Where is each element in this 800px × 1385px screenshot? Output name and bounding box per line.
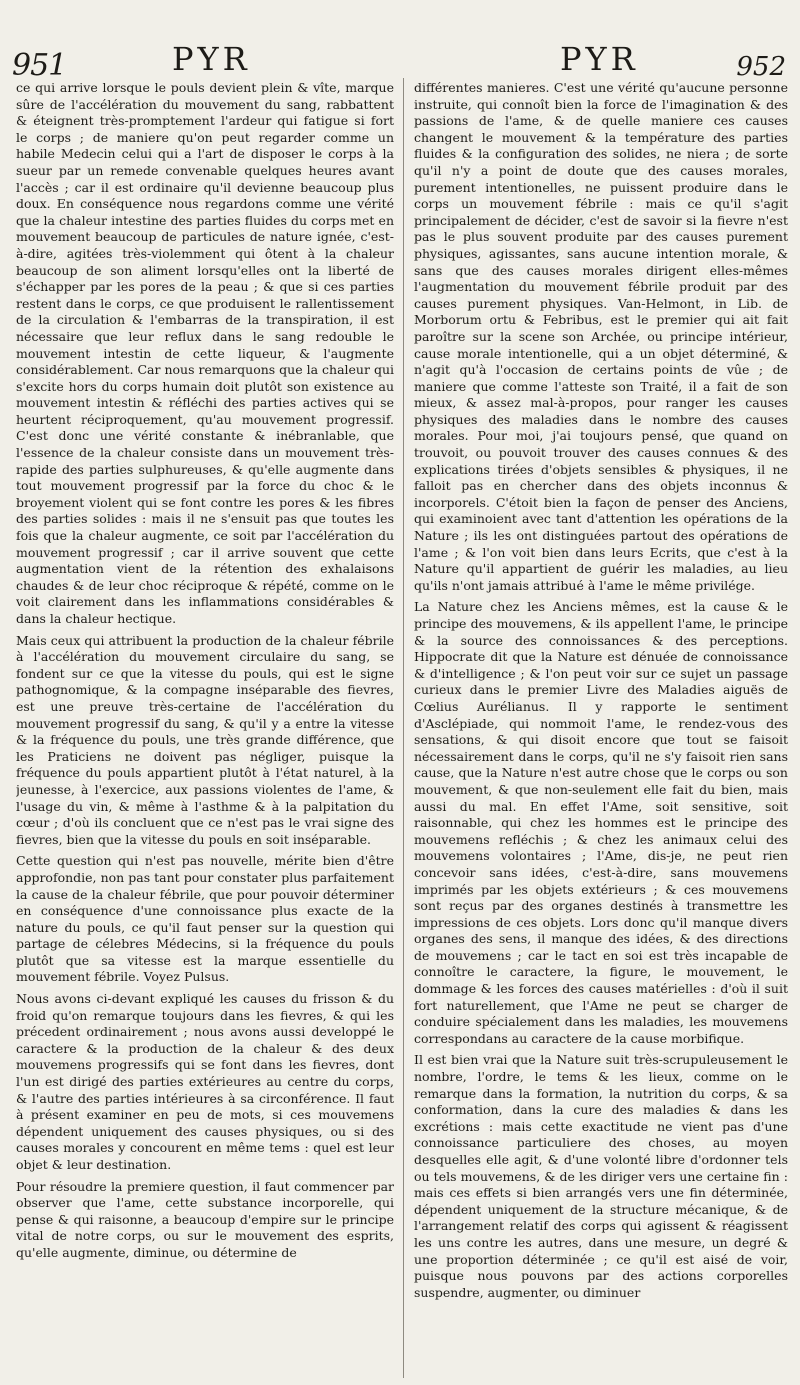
running-head-right: PYR <box>560 40 639 78</box>
paragraph: Mais ceux qui attribuent la production de la chaleur fébrile à l'accélération du mouvement circulaire du sang, se fondent sur ce que la vitesse du pouls, qui est le signe pathognomique, & la compagne inséparable des fievres, est une preuve très-certaine de l'accélération du mouvement progressif du sang, & qu'il y a entre la vitesse & la fréquence du pouls, une très grande différence, que les Praticiens ne doivent pas négliger, puisque la fréquence du pouls appartient plutôt à l'état naturel, à la jeunesse, à l'exercice, aux passions violentes de l'ame, & l'usage du vin, & même à l'asthme & à la palpitation du cœur ; d'où ils concluent que ce n'est pas le vrai signe des fievres, bien que la vitesse du pouls en soit inséparable. <box>16 632 394 847</box>
paragraph: La Nature chez les Anciens mêmes, est la cause & le principe des mouvemens, & ils appellent l'ame, le principe & la source des connoissances & des perceptions. Hippocrate dit que la Nature est dénuée de connoissance & d'intelligence ; & l'on peut voir sur ce sujet un passage curieux dans le premier Livre des Maladies aiguës de Cœlius Aurélianus. Il y rapporte le sentiment d'Asclépiade, qui nommoit l'ame, le rendez-vous des sensations, & qui disoit encore que tout se faisoit nécessairement dans le corps, qu'il ne s'y faisoit rien sans cause, que la Nature n'est autre chose que le corps ou son mouvement, & que non-seulement elle fait du bien, mais aussi du mal. En effet l'Ame, soit sensitive, soit raisonnable, qui chez les hommes est le principe des mouvemens refléchis ; & chez les animaux celui des mouvemens volontaires ; l'Ame, dis-je, ne peut rien concevoir sans idées, c'est-à-dire, sans mouvemens imprimés par les objets extérieurs ; & ces mouvemens sont reçus par des organes destinés à transmettre les impressions de ces objets. Lors donc qu'il manque divers organes des sens, il manque des idées, & des directions de mouvemens ; car le tact en soi est très incapable de connoître le caractere, la figure, le mouvement, le dommage & les forces des causes matérielles : d'où il suit fort naturellement, que l'Ame ne peut se charger de conduire spécialement dans les maladies, les mouvemens correspondans au caractere de la cause morbifique. <box>414 599 788 1046</box>
paragraph: Pour résoudre la premiere question, il faut commencer par observer que l'ame, cette substance incorporelle, qui pense & qui raisonne, a beaucoup d'empire sur le principe vital de notre corps, ou sur le mouvement des esprits, qu'elle augmente, diminue, ou détermine de <box>16 1178 394 1260</box>
paragraph: Nous avons ci-devant expliqué les causes du frisson & du froid qu'on remarque toujours dans les fievres, & qui les précedent ordinairement ; nous avons aussi developpé le caractere & la production de la chaleur & des deux mouvemens progressifs qui se font dans les fievres, dont l'un est dirigé des parties extérieures au centre du corps, & l'autre des parties intérieures à sa circonférence. Il faut à présent examiner en peu de mots, si ces mouvemens dépendent uniquement des causes physiques, ou si des causes morales y concourent en même tems : quel est leur objet & leur destination. <box>16 991 394 1172</box>
page-number-left: 951 <box>12 48 67 83</box>
page-number-right: 952 <box>736 52 786 82</box>
page-header <box>0 4 800 83</box>
left-column <box>16 80 394 1380</box>
paragraph: Il est bien vrai que la Nature suit très-scrupuleusement le nombre, l'ordre, le tems & les lieux, comme on le remarque dans la formation, la nutrition du corps, & sa conformation, dans la cure des maladies & dans les excrétions : mais cette exactitude ne vient pas d'une connoissance particuliere des choses, au moyen desquelles elle agit, & d'une volonté libre d'ordonner tels ou tels mouvemens, & de les diriger vers une certaine fin : mais ces effets si bien arrangés vers une fin déterminée, dépendent uniquement de la structure mécanique, & de l'arrangement relatif des corps qui agissent & réagissent les uns contre les autres, dans une mesure, un degré & une proportion déterminée ; ce qu'il est aisé de voir, puisque nous pouvons par des actions corporelles suspendre, augmenter, ou diminuer <box>414 1052 788 1300</box>
paragraph: Cette question qui n'est pas nouvelle, mérite bien d'être approfondie, non pas tant pour constater plus parfaitement la cause de la chaleur fébrile, que pour pouvoir déterminer en conséquence d'une connoissance plus exacte de la nature du pouls, ce qu'il faut penser sur la question qui partage de célebres Médecins, si la fréquence du pouls plutôt que sa vitesse est la marque essentielle du mouvement fébrile. Voyez Pulsus. <box>16 853 394 985</box>
running-head-left: PYR <box>172 40 251 78</box>
paragraph: différentes manieres. C'est une vérité qu'aucune personne instruite, qui connoît bien la force de l'imagination & des passions de l'ame, & de quelle maniere ces causes changent le mouvement & la température des parties fluides & la configuration des solides, ne niera ; de sorte qu'il n'y a point de doute que des causes morales, purement intentionelles, ne puissent produire dans le corps un mouvement fébrile : mais ce qu'il s'agit principalement de décider, c'est de savoir si la fievre n'est pas le plus souvent produite par des causes purement physiques, agissantes, sans aucune intention morale, & sans que des causes morales dirigent elles-mêmes l'augmentation du mouvement fébrile produit par des causes purement physiques. Van-Helmont, in Lib. de Morborum ortu & Febribus, est le premier qui ait fait paroître sur la scene son Archée, ou principe intérieur, cause morale intentionelle, qui a un objet déterminé, & n'agit qu'à l'occasion de certains points de vûe ; de maniere que comme l'atteste son Traité, il a fait de son mieux, & assez mal-à-propos, pour ranger les causes physiques des maladies dans le nombre des causes morales. Pour moi, j'ai toujours pensé, que quand on trouvoit, ou pouvoit trouver des causes connues & des explications tirées d'objets sensibles & physiques, il ne falloit pas en chercher dans des objets inconnus & incorporels. C'étoit bien la façon de penser des Anciens, qui examinoient avec tant d'attention les opérations de la Nature ; ils les ont distinguées partout des opérations de l'ame ; & l'on voit bien dans leurs Ecrits, que c'est à la Nature qu'il appartient de guérir les maladies, au lieu qu'ils n'ont jamais attribué à l'ame le même privilége. <box>414 80 788 593</box>
paragraph: ce qui arrive lorsque le pouls devient plein & vîte, marque sûre de l'accélération du mouvement du sang, rabbattent & éteignent très-promptement l'ardeur qui fatigue si fort le corps ; de maniere qu'on peut regarder comme un habile Medecin celui qui a l'art de disposer le corps à la sueur par un remede convenable quelques heures avant l'accès ; car il est ordinaire qu'il devienne beaucoup plus doux. En conséquence nous regardons comme une vérité que la chaleur intestine des parties fluides du corps met en mouvement beaucoup de particules de nature ignée, c'est-à-dire, agitées très-violemment qui ôtent à la chaleur beaucoup de son aliment lorsqu'elles ont la liberté de s'échapper par les pores de la peau ; & que si ces parties restent dans le corps, ce que produisent le rallentissement de la circulation & l'embarras de la transpiration, il est nécessaire que leur reflux dans le sang redouble le mouvement intestin de cette liqueur, & l'augmente considérablement. Car nous remarquons que la chaleur qui s'excite hors du corps humain doit plutôt son existence au mouvement intestin & réfléchi des parties actives qui se heurtent réciproquement, qu'au mouvement progressif. C'est donc une vérité constante & inébranlable, que l'essence de la chaleur consiste dans un mouvement très-rapide des parties sulphureuses, & qu'elle augmente dans tout mouvement progressif par la force du choc & le broyement violent qui se font contre les pores & les fibres des parties solides : mais il ne s'ensuit pas que toutes les fois que la chaleur augmente, ce soit par l'accélération du mouvement progressif ; car il arrive souvent que cette augmentation vient de la rétention des exhalaisons chaudes & de leur choc réciproque & répété, comme on le voit clairement dans les inflammations considérables & dans la chaleur hectique. <box>16 80 394 626</box>
column-divider <box>403 78 404 1378</box>
right-column <box>414 80 788 1380</box>
